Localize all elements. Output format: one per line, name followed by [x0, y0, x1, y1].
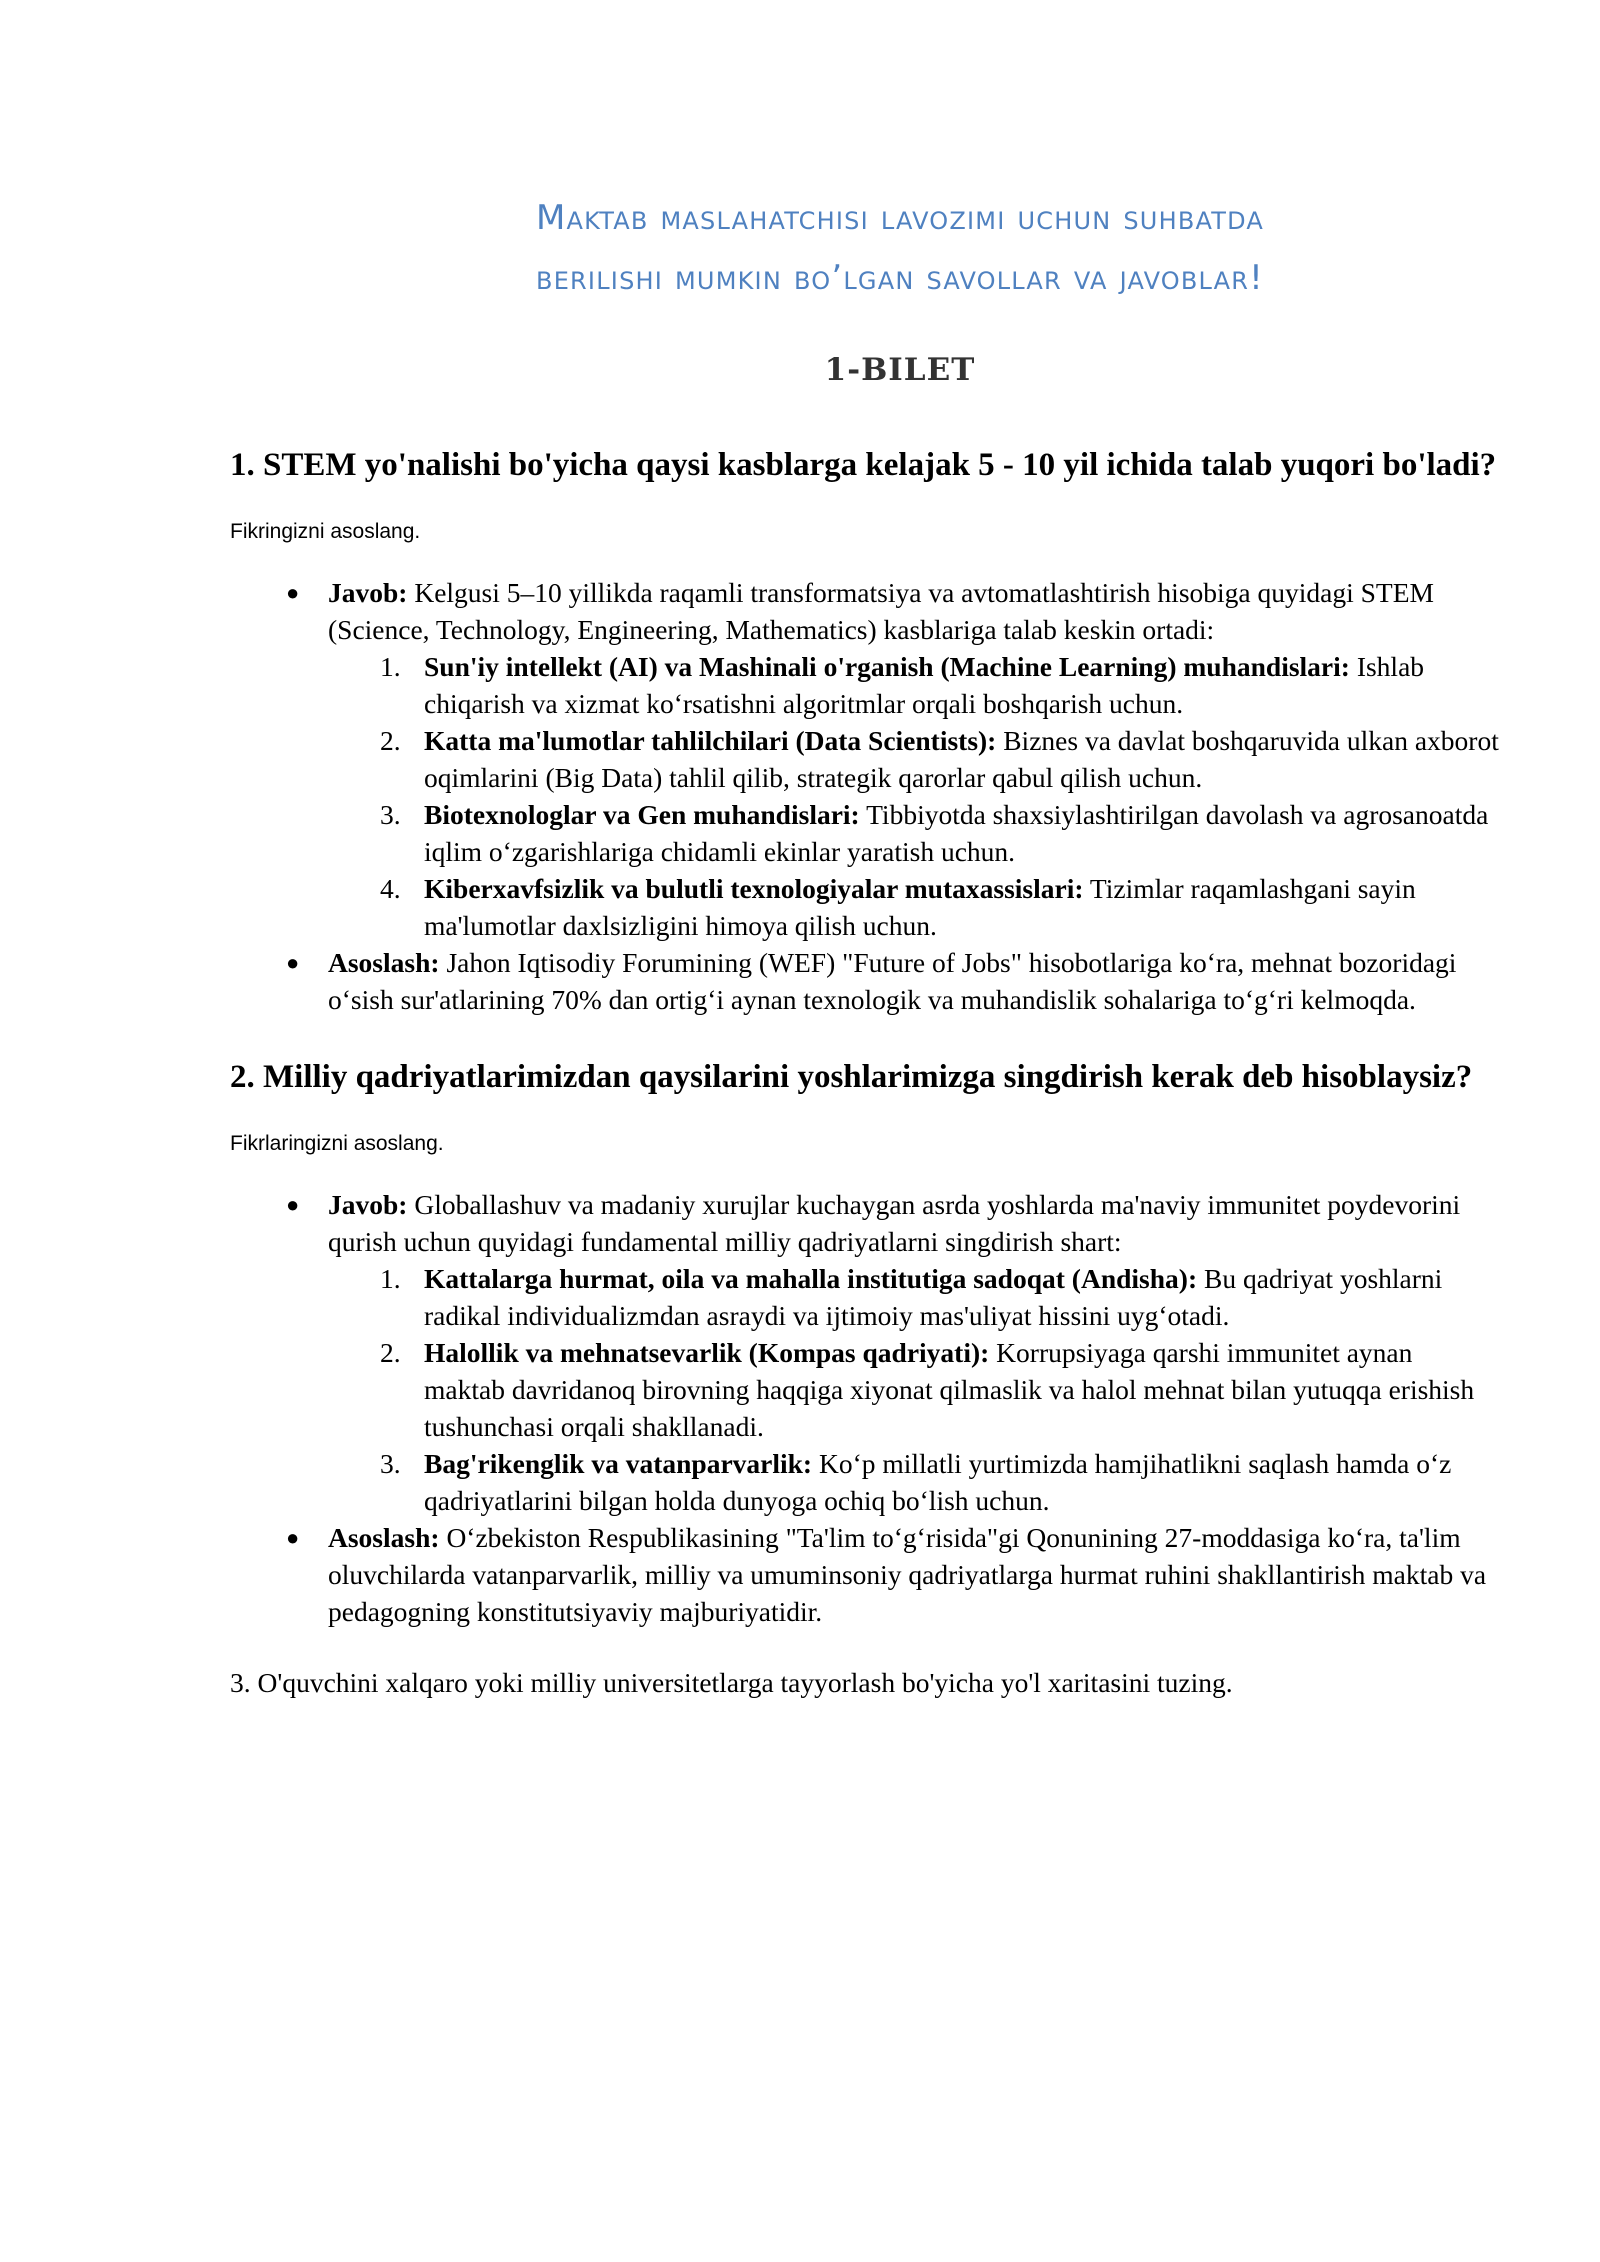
question-1 [230, 446, 1500, 1018]
document-title [200, 188, 1600, 308]
item-text: Korrupsiyaga qarshi immunitet aynan maktab davridanoq birovning haqqiga xiyonat qilmaslik va halol mehnat bilan yutuqqa erishish tushunchasi orqali shakllanadi. [424, 1337, 1475, 1442]
item-text: Tibbiyotda shaxsiylashtirilgan davolash va agrosanoatda iqlim o‘zgarishlariga chidamli ekinlar yaratish uchun. [424, 799, 1489, 867]
item-text: Ko‘p millatli yurtimizda hamjihatlikni saqlash hamda o‘z qadriyatlarini bilgan holda dunyoga ochiq bo‘lish uchun. [424, 1448, 1452, 1516]
question-2 [230, 1058, 1500, 1630]
item-number: 3. [380, 799, 401, 830]
list-item [328, 648, 1500, 722]
basis-text: O‘zbekiston Respublikasining "Ta'lim to‘g‘risida"gi Qonunining 27-moddasiga ko‘ra, ta'lim oluvchilarda vatanparvarlik, milliy va umuminsoniy qadriyatlarga hurmat ruhini shakllantirish maktab va pedagogning konstitutsiyaviy majburiyatidir. [328, 1522, 1487, 1627]
question-1-title: 1. STEM yo'nalishi bo'yicha qaysi kasblarga kelajak 5 - 10 yil ichida talab yuqori bo'ladi? [230, 447, 1497, 483]
list-item [328, 722, 1500, 796]
answer-label: Javob: [328, 577, 408, 608]
basis-label: Asoslash: [328, 1522, 440, 1553]
question-1-hint: Fikringizni asoslang. [230, 520, 421, 543]
basis-label: Asoslash: [328, 947, 440, 978]
item-number: 4. [380, 873, 401, 904]
item-term: Halollik va mehnatsevarlik (Kompas qadriyati): [424, 1337, 990, 1368]
item-term: Kiberxavfsizlik va bulutli texnologiyalar mutaxassislari: [424, 873, 1084, 904]
bullet-icon: ● [286, 1525, 300, 1550]
item-term: Kattalarga hurmat, oila va mahalla institutiga sadoqat (Andisha): [424, 1263, 1198, 1294]
item-number: 1. [380, 1263, 401, 1294]
item-number: 2. [380, 1337, 401, 1368]
title-line-2: berilishi mumkin bo’lgan savollar va javoblar! [536, 258, 1264, 298]
answer-text: Globallashuv va madaniy xurujlar kuchaygan asrda yoshlarda ma'naviy immunitet poydevorini qurish uchun quyidagi fundamental milliy qadriyatlarni singdirish shart: [328, 1189, 1461, 1257]
list-item [328, 796, 1500, 870]
bullet-icon: ● [286, 580, 300, 605]
title-line-1: Maktab maslahatchisi lavozimi uchun suhbatda [536, 198, 1264, 238]
question-2-answer [230, 1186, 1500, 1519]
answer-text: Kelgusi 5–10 yillikda raqamli transformatsiya va avtomatlashtirish hisobiga quyidagi STEM (Science, Technology, Engineering, Mathematics) kasblariga talab keskin ortadi: [328, 577, 1434, 645]
item-number: 2. [380, 725, 401, 756]
question-1-numbered-list [328, 648, 1500, 944]
item-term: Katta ma'lumotlar tahlilchilari (Data Scientists): [424, 725, 997, 756]
question-1-basis [230, 944, 1500, 1018]
question-3-title: 3. O'quvchini xalqaro yoki milliy universitetlarga tayyorlash bo'yicha yo'l xaritasini tuzing. [230, 1667, 1233, 1698]
item-text: Biznes va davlat boshqaruvida ulkan axborot oqimlarini (Big Data) tahlil qilib, strategik qarorlar qabul qilish uchun. [424, 725, 1499, 793]
question-2-basis [230, 1519, 1500, 1630]
bullet-icon: ● [286, 950, 300, 975]
question-1-answer-list [230, 574, 1500, 1018]
list-item [328, 1445, 1500, 1519]
item-number: 3. [380, 1448, 401, 1479]
item-text: Ishlab chiqarish va xizmat ko‘rsatishni algoritmlar orqali boshqarish uchun. [424, 651, 1425, 719]
item-term: Bag'rikenglik va vatanparvarlik: [424, 1448, 813, 1479]
item-term: Sun'iy intellekt (AI) va Mashinali o'rganish (Machine Learning) muhandislari: [424, 651, 1350, 682]
ticket-heading: 1-BILET [824, 352, 976, 388]
item-term: Biotexnologlar va Gen muhandislari: [424, 799, 860, 830]
item-number: 1. [380, 651, 401, 682]
answer-label: Javob: [328, 1189, 408, 1220]
list-item [328, 1260, 1500, 1334]
bullet-icon: ● [286, 1192, 300, 1217]
question-3 [230, 1664, 1500, 1701]
basis-text: Jahon Iqtisodiy Forumining (WEF) "Future of Jobs" hisobotlariga ko‘ra, mehnat bozoridagi o‘sish sur'atlarining 70% dan ortig‘i aynan texnologik va muhandislik sohalariga to‘g‘ri kelmoqda. [328, 947, 1457, 1015]
question-2-answer-list [230, 1186, 1500, 1630]
question-2-title: 2. Milliy qadriyatlarimizdan qaysilarini yoshlarimizga singdirish kerak deb hisoblaysiz? [230, 1059, 1473, 1095]
question-1-answer [230, 574, 1500, 944]
item-text: Bu qadriyat yoshlarni radikal individualizmdan asraydi va ijtimoiy mas'uliyat hissini uyg‘otadi. [424, 1263, 1443, 1331]
item-text: Tizimlar raqamlashgani sayin ma'lumotlar daxlsizligini himoya qilish uchun. [424, 873, 1416, 941]
list-item [328, 1334, 1500, 1445]
question-2-numbered-list [328, 1260, 1500, 1519]
question-2-hint: Fikrlaringizni asoslang. [230, 1132, 444, 1155]
document-body [230, 446, 1500, 1701]
list-item [328, 870, 1500, 944]
